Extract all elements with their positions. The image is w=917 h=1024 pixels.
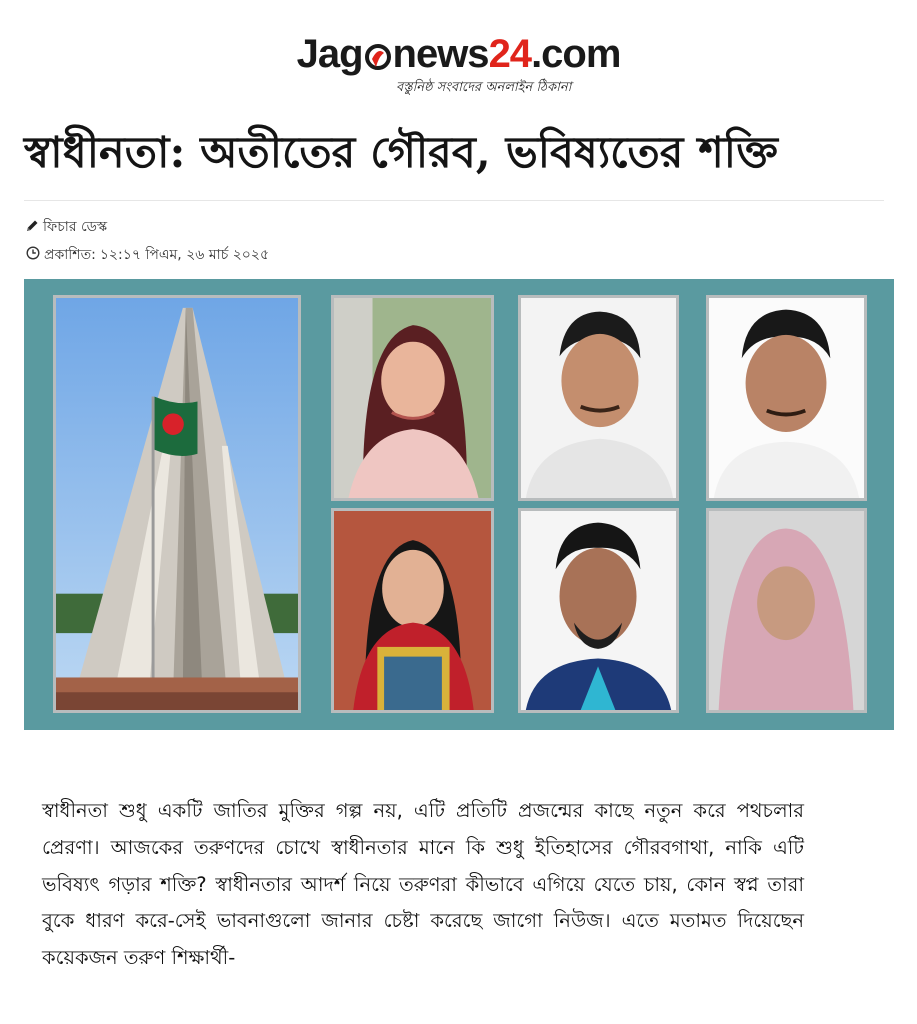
masthead <box>0 32 917 95</box>
clock-icon <box>26 246 40 264</box>
portrait-woman-hijab <box>706 508 867 713</box>
logo-news-text: news <box>392 32 489 76</box>
portrait-woman-red-hair <box>331 295 494 501</box>
title-divider <box>24 200 884 201</box>
article-body: স্বাধীনতা শুধু একটি জাতির মুক্তির গল্প নয়, এটি প্রতিটি প্রজন্মের কাছে নতুন করে পথচলার প্রেরণা। আজকের তরুণদের চোখে স্বাধীনতার মানে কি শুধু ইতিহাসের গৌরবগাথা, নাকি এটি ভবিষ্যৎ গড়ার শক্তি? স্বাধীনতার আদর্শ নিয়ে তরুণরা কীভাবে এগিয়ে যেতে চায়, কোন স্বপ্ন তারা বুকে ধারণ করে-সেই ভাবনাগুলো জানার চেষ্টা করেছে জাগো নিউজ। এতে মতামত দিয়েছেন কয়েকজন তরুণ শিক্ষার্থী- <box>42 799 804 970</box>
article-byline <box>26 215 107 239</box>
pencil-icon <box>26 219 39 236</box>
portrait-man-1 <box>518 295 679 501</box>
article-title: স্বাধীনতা: অতীতের গৌরব, ভবিষ্যতের শক্তি <box>24 128 778 178</box>
logo-com-text: .com <box>531 32 621 76</box>
logo-pin-icon <box>364 42 392 74</box>
national-memorial-photo <box>53 295 301 713</box>
logo-number-text: 24 <box>488 32 532 76</box>
logo-jago-text: Jag <box>296 32 363 76</box>
site-tagline: বস্তুনিষ্ঠ সংবাদের অনলাইন ঠিকানা <box>396 80 572 95</box>
site-logo[interactable] <box>297 34 621 74</box>
featured-image[interactable] <box>24 279 894 730</box>
article-published <box>26 243 269 267</box>
portrait-man-2 <box>706 295 867 501</box>
published-label: প্রকাশিত: <box>44 247 96 263</box>
portrait-woman-dupatta <box>331 508 494 713</box>
published-time: ১২:১৭ পিএম, ২৬ মার্চ ২০২৫ <box>99 247 270 263</box>
portrait-man-3 <box>518 508 679 713</box>
author-link[interactable]: ফিচার ডেস্ক <box>43 219 108 235</box>
